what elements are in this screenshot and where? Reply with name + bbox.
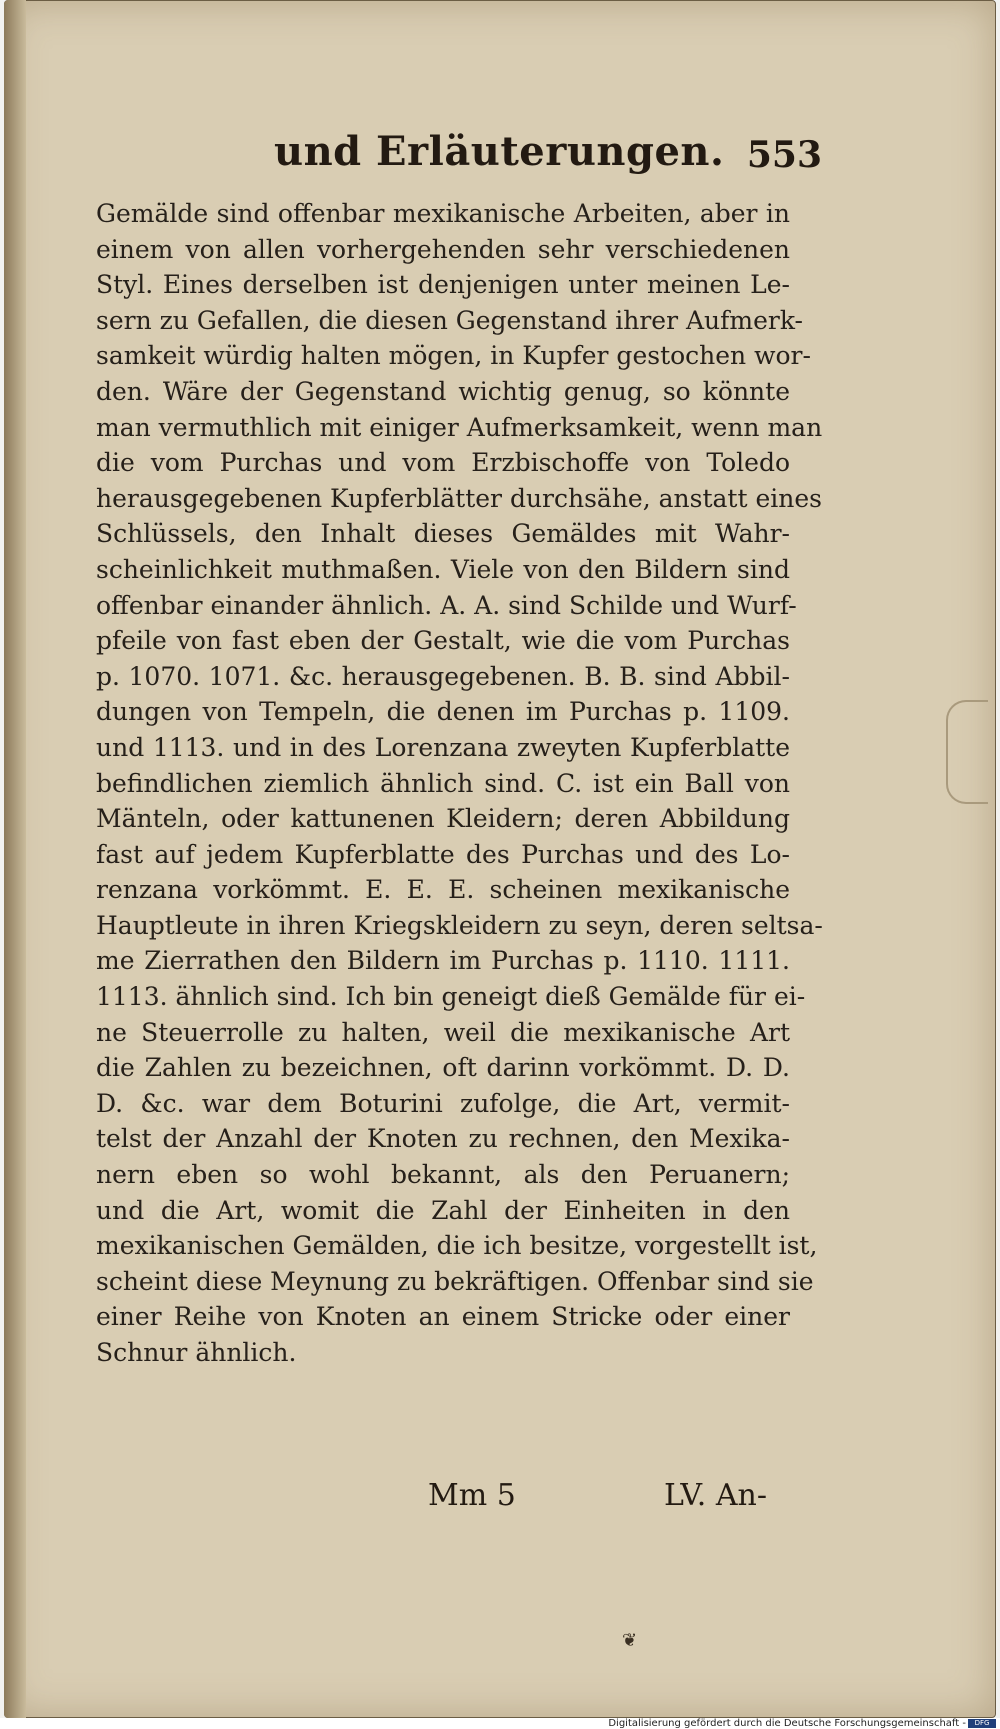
text-line: pfeile von fast eben der Gestalt, wie die vom Purchas	[96, 626, 790, 656]
text-line: Schlüssels, den Inhalt dieses Gemäldes mit Wahr-	[96, 519, 790, 549]
text-line: 1113. ähnlich sind. Ich bin geneigt dieß Gemälde für ei-	[96, 982, 806, 1012]
text-line: Styl. Eines derselben ist denjenigen unter meinen Le-	[96, 270, 790, 300]
text-line: scheint diese Meynung zu bekräftigen. Offenbar sind sie	[96, 1266, 814, 1296]
text-line: fast auf jedem Kupferblatte des Purchas und des Lo-	[96, 839, 790, 869]
page-number: 553	[746, 134, 822, 176]
text-line: den. Wäre der Gegenstand wichtig genug, so könnte	[96, 376, 790, 406]
text-line: nern eben so wohl bekannt, als den Peruanern;	[96, 1160, 790, 1190]
running-head: und Erläuterungen.	[274, 128, 725, 175]
text-line: sern zu Gefallen, die diesen Gegenstand ihrer Aufmerk-	[96, 305, 804, 335]
ornament-icon: ❦	[622, 1630, 638, 1651]
text-line: scheinlichkeit muthmaßen. Viele von den Bildern sind	[96, 554, 790, 584]
dfg-logo-icon: DFG	[968, 1719, 996, 1728]
body-text	[96, 196, 823, 1371]
text-line: ne Steuerrolle zu halten, weil die mexikanische Art	[96, 1017, 790, 1047]
text-line: me Zierrathen den Bildern im Purchas p. 1110. 1111.	[96, 946, 790, 976]
text-line: Schnur ähnlich.	[96, 1338, 297, 1367]
text-line: offenbar einander ähnlich. A. A. sind Schilde und Wurf-	[96, 590, 797, 620]
page-gutter	[4, 0, 26, 1718]
signature-mark: Mm 5	[428, 1478, 516, 1513]
page-clasp-mark	[946, 700, 988, 804]
text-line: und die Art, womit die Zahl der Einheiten in den	[96, 1195, 790, 1225]
text-line: dungen von Tempeln, die denen im Purchas p. 1109.	[96, 697, 790, 727]
text-line: einer Reihe von Knoten an einem Stricke oder einer	[96, 1302, 790, 1332]
attribution-text: Digitalisierung gefördert durch die Deutsche Forschungsgemeinschaft -	[608, 1718, 966, 1729]
text-line: die vom Purchas und vom Erzbischoffe von Toledo	[96, 448, 790, 478]
catchword: LV. An-	[664, 1478, 767, 1513]
text-line: man vermuthlich mit einiger Aufmerksamkeit, wenn man	[96, 412, 823, 442]
text-line: Mänteln, oder kattunenen Kleidern; deren Abbildung	[96, 804, 790, 834]
text-line: D. &c. war dem Boturini zufolge, die Art, vermit-	[96, 1088, 790, 1118]
text-line: telst der Anzahl der Knoten zu rechnen, den Mexika-	[96, 1124, 790, 1154]
text-line: p. 1070. 1071. &c. herausgegebenen. B. B. sind Abbil-	[96, 661, 790, 691]
text-line: mexikanischen Gemälden, die ich besitze, vorgestellt ist,	[96, 1231, 818, 1261]
text-line: einem von allen vorhergehenden sehr verschiedenen	[96, 234, 790, 264]
text-line: Hauptleute in ihren Kriegskleidern zu seyn, deren seltsa-	[96, 910, 823, 940]
text-line: befindlichen ziemlich ähnlich sind. C. ist ein Ball von	[96, 768, 790, 798]
text-line: herausgegebenen Kupferblätter durchsähe, anstatt eines	[96, 483, 822, 513]
text-line: Gemälde sind offenbar mexikanische Arbeiten, aber in	[96, 199, 790, 228]
text-line: die Zahlen zu bezeichnen, oft darinn vorkömmt. D. D.	[96, 1053, 790, 1083]
text-line: und 1113. und in des Lorenzana zweyten Kupferblatte	[96, 732, 790, 762]
text-line: samkeit würdig halten mögen, in Kupfer gestochen wor-	[96, 341, 811, 371]
text-line: renzana vorkömmt. E. E. E. scheinen mexikanische	[96, 875, 790, 905]
